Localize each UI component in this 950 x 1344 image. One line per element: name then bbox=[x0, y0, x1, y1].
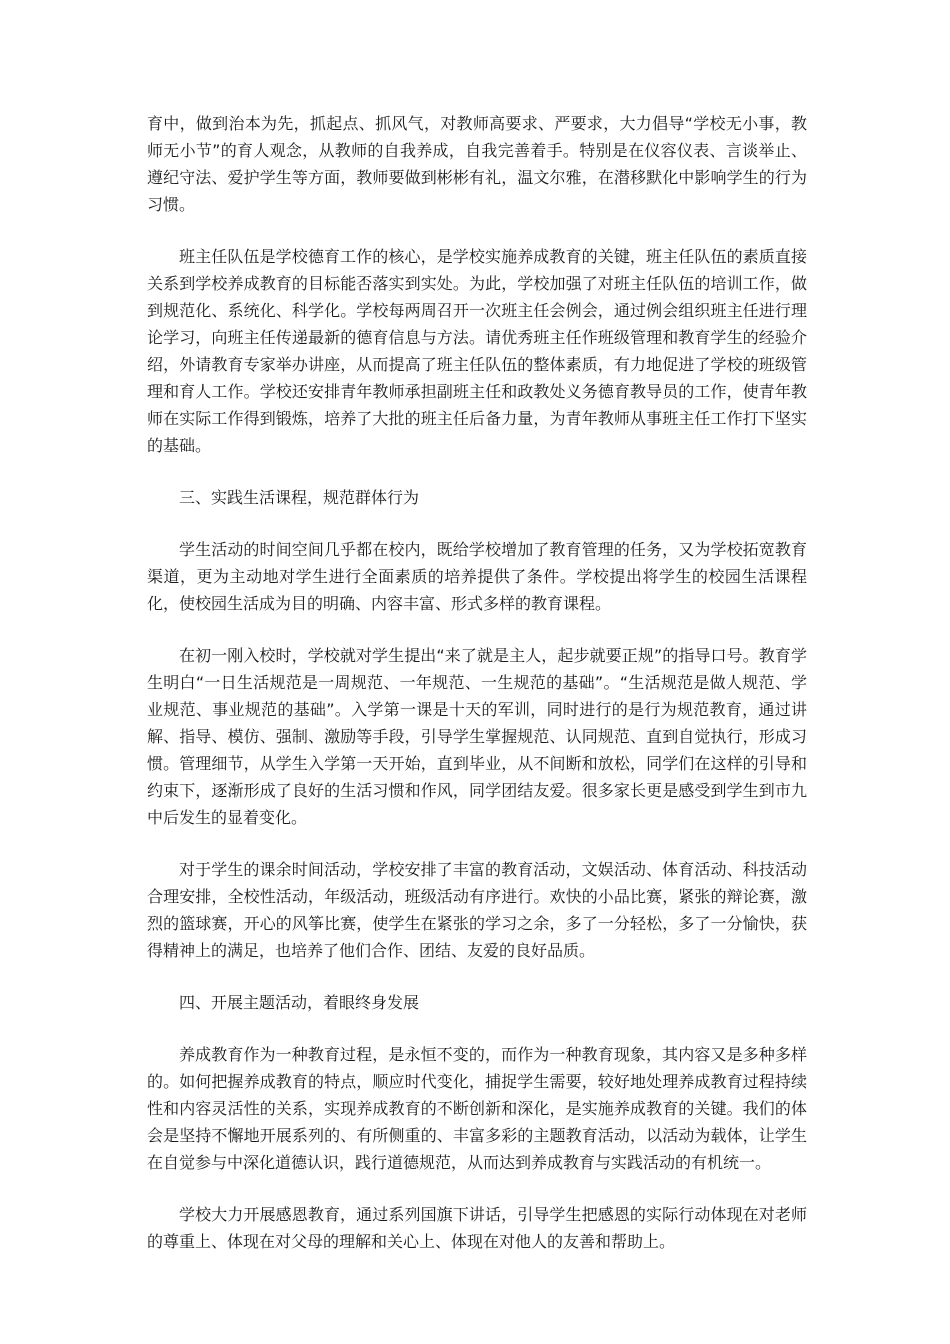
paragraph-campus-life: 学生活动的时间空间几乎都在校内，既给学校增加了教育管理的任务，又为学校拓宽教育渠道，更为主动地对学生进行全面素质的培养提供了条件。学校提出将学生的校园生活课程化，使校园生活成为目的明确、内容丰富、形式多样的教育课程。 bbox=[147, 540, 807, 613]
paragraph-extracurricular: 对于学生的课余时间活动，学校安排了丰富的教育活动，文娱活动、体育活动、科技活动合理安排，全校性活动，年级活动，班级活动有序进行。欢快的小品比赛，紧张的辩论赛，激烈的篮球赛，开心的风筝比赛，使学生在紧张的学习之余，多了一分轻松，多了一分愉快，获得精神上的满足，也培养了他们合作、团结、友爱的良好品质。 bbox=[147, 860, 807, 960]
section-heading-3: 三、实践生活课程，规范群体行为 bbox=[179, 488, 420, 507]
section-heading-4: 四、开展主题活动，着眼终身发展 bbox=[179, 993, 420, 1012]
document-body bbox=[147, 110, 807, 1280]
paragraph-gratitude-education: 学校大力开展感恩教育，通过系列国旗下讲话，引导学生把感恩的实际行动体现在对老师的尊重上、体现在对父母的理解和关心上、体现在对他人的友善和帮助上。 bbox=[147, 1205, 807, 1251]
paragraph-continued-intro: 育中，做到治本为先，抓起点、抓风气，对教师高要求、严要求，大力倡导“学校无小事，教师无小节”的育人观念，从教师的自我养成，自我完善着手。特别是在仪容仪表、言谈举止、遵纪守法、爱护学生等方面，教师要做到彬彬有礼，温文尔雅，在潜移默化中影响学生的行为习惯。 bbox=[147, 114, 807, 214]
paragraph-head-teacher-team: 班主任队伍是学校德育工作的核心，是学校实施养成教育的关键，班主任队伍的素质直接关系到学校养成教育的目标能否落实到实处。为此，学校加强了对班主任队伍的培训工作，做到规范化、系统化、科学化。学校每两周召开一次班主任会例会，通过例会组织班主任进行理论学习，向班主任传递最新的德育信息与方法。请优秀班主任作班级管理和教育学生的经验介绍，外请教育专家举办讲座，从而提高了班主任队伍的整体素质，有力地促进了学校的班级管理和育人工作。学校还安排青年教师承担副班主任和政教处义务德育教导员的工作，使青年教师在实际工作得到锻炼，培养了大批的班主任后备力量，为青年教师从事班主任工作打下坚实的基础。 bbox=[147, 247, 807, 455]
paragraph-theme-activities: 养成教育作为一种教育过程，是永恒不变的，而作为一种教育现象，其内容又是多种多样的。如何把握养成教育的特点，顺应时代变化，捕捉学生需要，较好地处理养成教育过程持续性和内容灵活性的关系，实现养成教育的不断创新和深化，是实施养成教育的关键。我们的体会是坚持不懈地开展系列的、有所侧重的、丰富多彩的主题教育活动，以活动为载体，让学生在自觉参与中深化道德认识，践行道德规范，从而达到养成教育与实践活动的有机统一。 bbox=[147, 1045, 807, 1172]
paragraph-freshman-norms: 在初一刚入校时，学校就对学生提出“来了就是主人，起步就要正规”的指导口号。教育学生明白“一日生活规范是一周规范、一年规范、一生规范的基础”。“生活规范是做人规范、学业规范、事业规范的基础”。入学第一课是十天的军训，同时进行的是行为规范教育，通过讲解、指导、模仿、强制、激励等手段，引导学生掌握规范、认同规范、直到自觉执行，形成习惯。管理细节，从学生入学第一天开始，直到毕业，从不间断和放松，同学们在这样的引导和约束下，逐渐形成了良好的生活习惯和作风，同学团结友爱。很多家长更是感受到学生到市九中后发生的显着变化。 bbox=[147, 646, 807, 827]
